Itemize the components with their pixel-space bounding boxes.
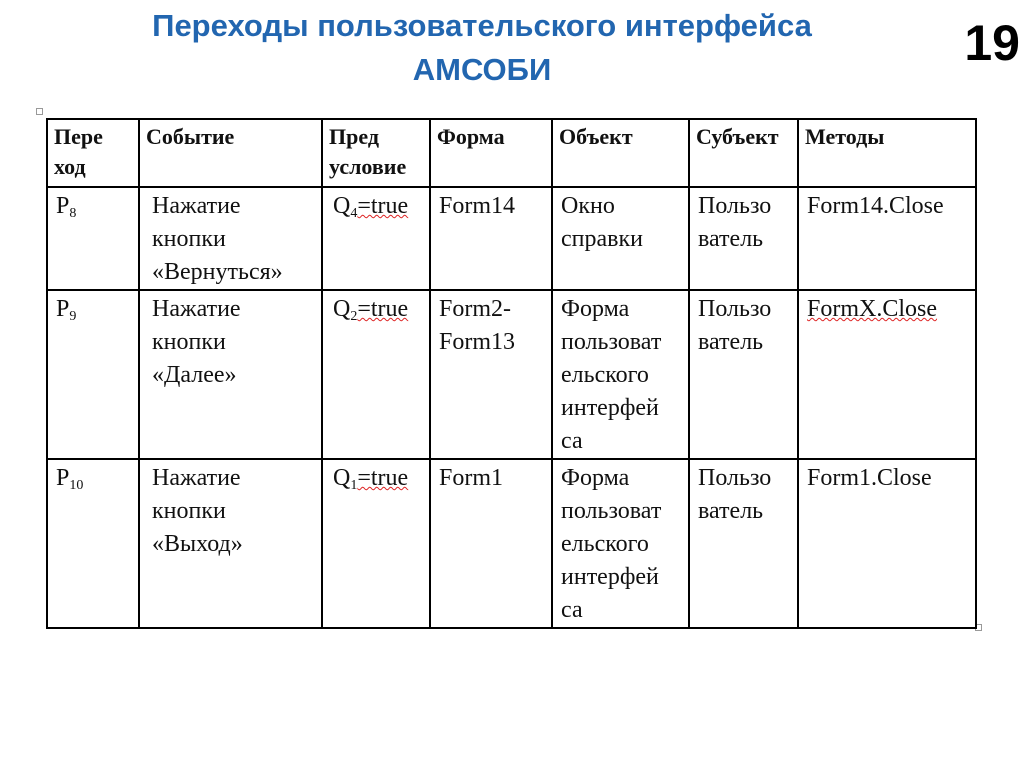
object-line: пользоват <box>561 498 662 524</box>
precondition-base: Q <box>333 193 351 219</box>
slide-title-line2: АМСОБИ <box>412 52 552 87</box>
header-event <box>139 119 322 187</box>
event-line: кнопки <box>152 226 226 252</box>
slide-title: Переходы пользовательского интерфейса <box>152 8 812 43</box>
precondition-value: =true <box>357 465 409 491</box>
cell-methods <box>798 290 976 459</box>
precondition-base: Q <box>333 296 351 322</box>
form-line: Form13 <box>439 329 516 355</box>
object-line: са <box>561 597 583 623</box>
header-line: Пред <box>329 124 379 149</box>
object-line: интерфей <box>561 564 659 590</box>
event-line: Нажатие <box>152 465 241 491</box>
subject-line: Пользо <box>698 296 772 322</box>
subject-line: Пользо <box>698 465 772 491</box>
object-line: Форма <box>561 296 630 322</box>
cell-event <box>139 459 322 628</box>
cell-subject <box>689 459 798 628</box>
subject-line: ватель <box>698 226 764 252</box>
header-methods <box>798 119 976 187</box>
cell-precondition <box>322 459 430 628</box>
event-line: кнопки <box>152 498 226 524</box>
cell-form <box>430 459 552 628</box>
cell-transition <box>47 187 139 290</box>
object-line: справки <box>561 226 643 252</box>
event-line: Нажатие <box>152 193 241 219</box>
header-transition <box>47 119 139 187</box>
transition-base: P <box>56 193 70 219</box>
cell-methods <box>798 187 976 290</box>
table-row <box>47 187 976 290</box>
header-subject <box>689 119 798 187</box>
form-line: Form2- <box>439 296 511 322</box>
object-line: Окно <box>561 193 615 219</box>
transition-base: P <box>56 465 70 491</box>
header-line: Пере <box>54 124 103 149</box>
header-line: Форма <box>437 124 505 149</box>
cell-object <box>552 187 689 290</box>
event-line: кнопки <box>152 329 226 355</box>
header-line: условие <box>329 154 407 179</box>
precondition-value: =true <box>357 193 409 219</box>
cell-precondition <box>322 290 430 459</box>
table-move-handle[interactable] <box>36 108 43 115</box>
subject-line: ватель <box>698 329 764 355</box>
header-line: Субъект <box>696 124 779 149</box>
transition-sub: 8 <box>69 206 77 221</box>
cell-object <box>552 459 689 628</box>
cell-subject <box>689 290 798 459</box>
cell-precondition <box>322 187 430 290</box>
cell-transition <box>47 290 139 459</box>
cell-event <box>139 187 322 290</box>
methods-line: Form1.Close <box>807 465 932 491</box>
form-line: Form14 <box>439 193 516 219</box>
event-line: Нажатие <box>152 296 241 322</box>
cell-transition <box>47 459 139 628</box>
event-line: «Вернуться» <box>152 259 283 285</box>
transition-base: P <box>56 296 70 322</box>
header-object <box>552 119 689 187</box>
precondition-sub: 2 <box>350 309 358 324</box>
cell-form <box>430 187 552 290</box>
cell-subject <box>689 187 798 290</box>
object-line: ельского <box>561 362 649 388</box>
precondition-base: Q <box>333 465 351 491</box>
object-line: са <box>561 428 583 454</box>
transition-sub: 10 <box>69 478 84 493</box>
header-line: Объект <box>559 124 633 149</box>
subject-line: Пользо <box>698 193 772 219</box>
table-row <box>47 290 976 459</box>
header-line: ход <box>54 154 86 179</box>
table-header-row <box>47 119 976 187</box>
object-line: интерфей <box>561 395 659 421</box>
transitions-table <box>46 118 977 629</box>
methods-line: Form14.Close <box>807 193 944 219</box>
precondition-value: =true <box>357 296 409 322</box>
precondition-sub: 1 <box>350 478 358 493</box>
header-line: Событие <box>146 124 235 149</box>
table-row <box>47 459 976 628</box>
cell-event <box>139 290 322 459</box>
form-line: Form1 <box>439 465 504 491</box>
subject-line: ватель <box>698 498 764 524</box>
cell-form <box>430 290 552 459</box>
header-form <box>430 119 552 187</box>
object-line: ельского <box>561 531 649 557</box>
event-line: «Выход» <box>152 531 243 557</box>
cell-methods <box>798 459 976 628</box>
header-line: Методы <box>805 124 885 149</box>
object-line: Форма <box>561 465 630 491</box>
header-precondition <box>322 119 430 187</box>
precondition-sub: 4 <box>350 206 358 221</box>
object-line: пользоват <box>561 329 662 355</box>
page-number: 19 <box>964 15 1020 71</box>
cell-object <box>552 290 689 459</box>
event-line: «Далее» <box>152 362 237 388</box>
transition-sub: 9 <box>69 309 77 324</box>
methods-line: FormX.Close <box>807 296 938 322</box>
